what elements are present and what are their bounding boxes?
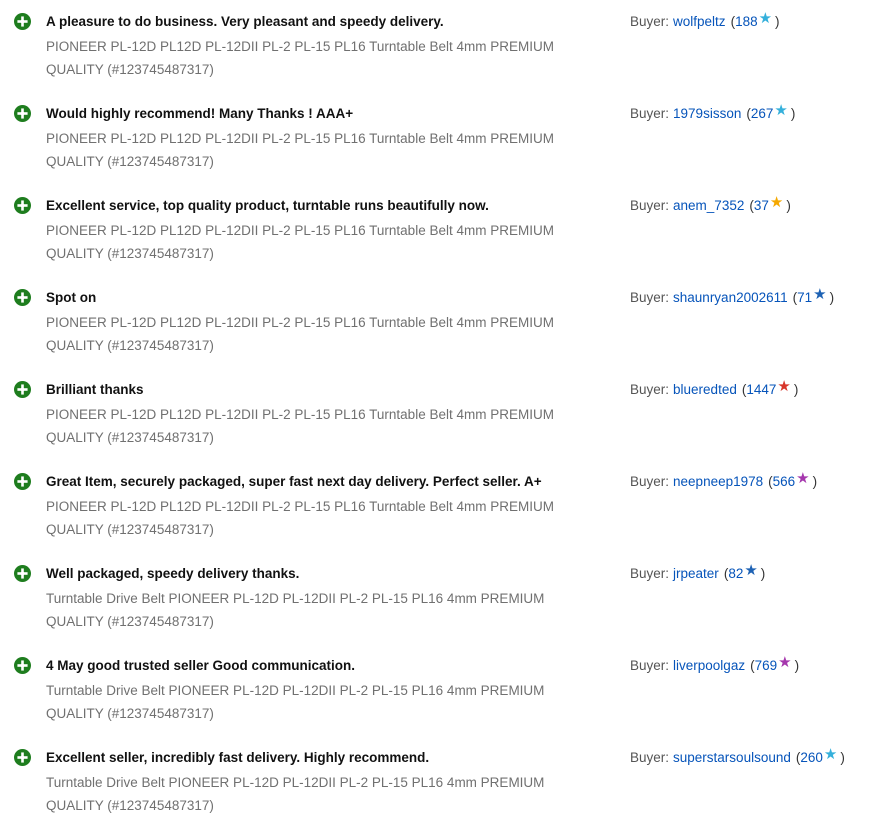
feedback-item-link[interactable]: Turntable Drive Belt PIONEER PL-12D PL-12DII PL-2 PL-15 PL16 4mm PREMIUM QUALITY (#123745487317) <box>46 683 545 721</box>
feedback-main <box>46 104 630 173</box>
feedback-comment: Brilliant thanks <box>46 382 144 397</box>
feedback-row <box>0 12 885 81</box>
paren-close: ) <box>760 566 766 581</box>
feedback-star-icon[interactable]: ★ <box>796 470 810 487</box>
positive-feedback-icon <box>14 657 31 674</box>
feedback-comment: Spot on <box>46 290 97 305</box>
feedback-comment: Well packaged, speedy delivery thanks. <box>46 566 300 581</box>
buyer-label: Buyer: <box>630 106 670 121</box>
feedback-count[interactable]: 37 <box>753 198 769 213</box>
paren-open: ( <box>768 474 773 489</box>
feedback-star-icon[interactable]: ★ <box>774 102 788 119</box>
paren-open: ( <box>730 14 736 29</box>
positive-feedback-icon <box>14 289 31 306</box>
paren-close: ) <box>829 290 835 305</box>
feedback-main <box>46 380 630 449</box>
buyer-username[interactable]: shaunryan2002611 <box>673 290 788 305</box>
paren-close: ) <box>790 106 796 121</box>
buyer-username[interactable]: wolfpeltz <box>673 14 726 29</box>
feedback-main <box>46 656 630 725</box>
buyer-username[interactable]: superstarsoulsound <box>673 750 791 765</box>
buyer-label: Buyer: <box>630 290 670 305</box>
feedback-count[interactable]: 71 <box>797 290 813 305</box>
feedback-row <box>0 564 885 633</box>
buyer-info <box>630 288 834 308</box>
feedback-main <box>46 196 630 265</box>
feedback-main <box>46 748 630 817</box>
feedback-count[interactable]: 769 <box>754 658 778 673</box>
feedback-row <box>0 656 885 725</box>
positive-feedback-icon <box>14 105 31 122</box>
buyer-info <box>630 380 798 400</box>
feedback-comment: 4 May good trusted seller Good communication. <box>46 658 356 673</box>
feedback-count[interactable]: 188 <box>735 14 758 29</box>
buyer-username[interactable]: anem_7352 <box>673 198 745 213</box>
feedback-main <box>46 12 630 81</box>
paren-close: ) <box>793 382 799 397</box>
feedback-comment: Excellent seller, incredibly fast delivery. Highly recommend. <box>46 750 430 765</box>
feedback-count[interactable]: 82 <box>728 566 744 581</box>
feedback-main <box>46 472 630 541</box>
feedback-star-icon[interactable]: ★ <box>777 378 791 395</box>
buyer-info <box>630 564 765 584</box>
buyer-username[interactable]: jrpeater <box>673 566 719 581</box>
feedback-item-link[interactable]: Turntable Drive Belt PIONEER PL-12D PL-12DII PL-2 PL-15 PL16 4mm PREMIUM QUALITY (#123745487317) <box>46 775 545 813</box>
feedback-item-link[interactable]: PIONEER PL-12D PL12D PL-12DII PL-2 PL-15 PL16 Turntable Belt 4mm PREMIUM QUALITY (#123745487317) <box>46 499 554 537</box>
feedback-row <box>0 196 885 265</box>
paren-open: ( <box>746 106 751 121</box>
feedback-row <box>0 380 885 449</box>
feedback-item-link[interactable]: Turntable Drive Belt PIONEER PL-12D PL-12DII PL-2 PL-15 PL16 4mm PREMIUM QUALITY (#123745487317) <box>46 591 545 629</box>
feedback-count[interactable]: 566 <box>772 474 796 489</box>
buyer-label: Buyer: <box>630 14 670 29</box>
buyer-label: Buyer: <box>630 198 670 213</box>
positive-feedback-icon <box>14 381 31 398</box>
feedback-star-icon[interactable]: ★ <box>823 746 838 763</box>
positive-feedback-icon <box>14 749 31 766</box>
feedback-row <box>0 104 885 173</box>
buyer-info <box>630 12 780 32</box>
buyer-label: Buyer: <box>630 474 670 489</box>
paren-close: ) <box>775 14 780 29</box>
paren-close: ) <box>812 474 818 489</box>
feedback-star-icon[interactable]: ★ <box>778 654 792 671</box>
paren-open: ( <box>723 566 729 581</box>
feedback-main <box>46 564 630 633</box>
buyer-info <box>630 656 799 676</box>
feedback-star-icon[interactable]: ★ <box>813 286 827 303</box>
feedback-item-link[interactable]: PIONEER PL-12D PL12D PL-12DII PL-2 PL-15 PL16 Turntable Belt 4mm PREMIUM QUALITY (#123745487317) <box>46 39 554 77</box>
feedback-comment: Would highly recommend! Many Thanks ! AAA+ <box>46 106 354 121</box>
feedback-star-icon[interactable]: ★ <box>744 562 758 579</box>
positive-feedback-icon <box>14 565 31 582</box>
feedback-comment: Excellent service, top quality product, turntable runs beautifully now. <box>46 198 489 213</box>
feedback-item-link[interactable]: PIONEER PL-12D PL12D PL-12DII PL-2 PL-15 PL16 Turntable Belt 4mm PREMIUM QUALITY (#123745487317) <box>46 223 554 261</box>
positive-feedback-icon <box>14 473 31 490</box>
positive-feedback-icon <box>14 13 31 30</box>
buyer-label: Buyer: <box>630 658 670 673</box>
buyer-username[interactable]: neepneep1978 <box>673 474 764 489</box>
feedback-main <box>46 288 630 357</box>
buyer-label: Buyer: <box>630 382 670 397</box>
feedback-count[interactable]: 267 <box>750 106 774 121</box>
paren-open: ( <box>792 290 798 305</box>
feedback-comment: A pleasure to do business. Very pleasant and speedy delivery. <box>46 14 444 29</box>
feedback-star-icon[interactable]: ★ <box>769 194 784 211</box>
paren-close: ) <box>786 198 791 213</box>
paren-open: ( <box>750 658 755 673</box>
paren-open: ( <box>749 198 754 213</box>
buyer-info <box>630 748 845 768</box>
feedback-comment: Great Item, securely packaged, super fast next day delivery. Perfect seller. A+ <box>46 474 542 489</box>
feedback-row <box>0 748 885 817</box>
positive-feedback-icon <box>14 197 31 214</box>
feedback-count[interactable]: 260 <box>800 750 823 765</box>
feedback-count[interactable]: 1447 <box>746 382 777 397</box>
feedback-row <box>0 472 885 541</box>
feedback-item-link[interactable]: PIONEER PL-12D PL12D PL-12DII PL-2 PL-15 PL16 Turntable Belt 4mm PREMIUM QUALITY (#123745487317) <box>46 315 554 353</box>
feedback-item-link[interactable]: PIONEER PL-12D PL12D PL-12DII PL-2 PL-15 PL16 Turntable Belt 4mm PREMIUM QUALITY (#123745487317) <box>46 407 554 445</box>
paren-open: ( <box>741 382 747 397</box>
buyer-username[interactable]: blueredted <box>673 382 737 397</box>
buyer-info <box>630 196 791 216</box>
buyer-label: Buyer: <box>630 566 670 581</box>
paren-close: ) <box>840 750 845 765</box>
feedback-row <box>0 288 885 357</box>
feedback-star-icon[interactable]: ★ <box>758 10 773 27</box>
buyer-label: Buyer: <box>630 750 670 765</box>
buyer-username[interactable]: liverpoolgaz <box>673 658 746 673</box>
feedback-item-link[interactable]: PIONEER PL-12D PL12D PL-12DII PL-2 PL-15 PL16 Turntable Belt 4mm PREMIUM QUALITY (#123745487317) <box>46 131 554 169</box>
buyer-info <box>630 104 795 124</box>
buyer-username[interactable]: 1979sisson <box>673 106 742 121</box>
paren-open: ( <box>795 750 801 765</box>
feedback-list <box>0 12 885 817</box>
buyer-info <box>630 472 817 492</box>
paren-close: ) <box>794 658 800 673</box>
